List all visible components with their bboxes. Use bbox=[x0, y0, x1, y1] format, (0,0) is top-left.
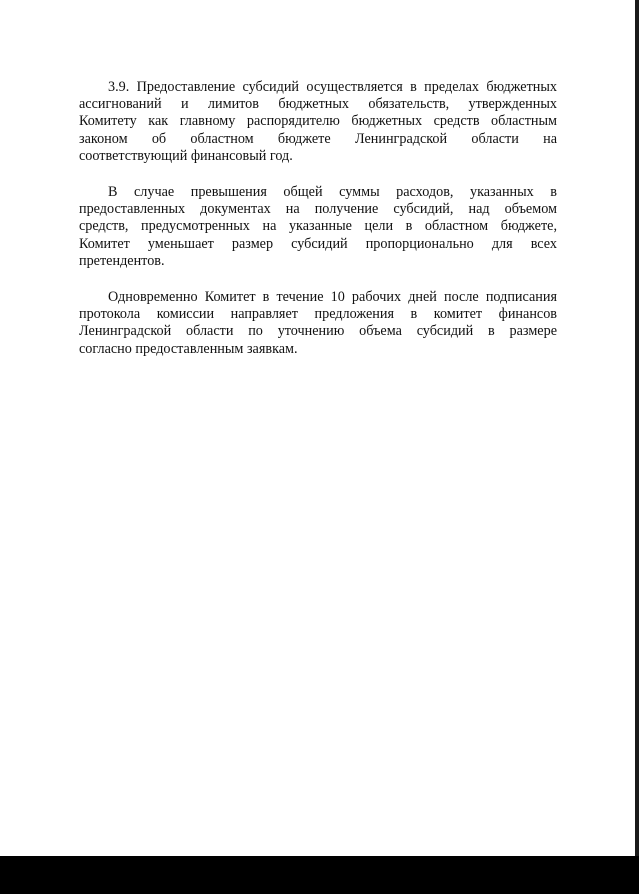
paragraph-line: законом об областном бюджете Ленинградской области на bbox=[79, 130, 557, 147]
paragraph-line: ассигнований и лимитов бюджетных обязательств, утвержденных bbox=[79, 96, 557, 113]
paragraph-line: Комитету как главному распорядителю бюджетных средств областным bbox=[79, 113, 557, 130]
scan-bottom-border bbox=[0, 856, 639, 894]
scan-right-edge bbox=[635, 0, 639, 894]
paragraph-line: Одновременно Комитет в течение 10 рабочих дней после подписания bbox=[108, 289, 557, 306]
paragraph-line: 3.9. Предоставление субсидий осуществляется в пределах бюджетных bbox=[108, 79, 557, 95]
paragraph-line: протокола комиссии направляет предложения в комитет финансов bbox=[79, 306, 557, 323]
paragraph-line: согласно предоставленным заявкам. bbox=[79, 340, 298, 357]
document-body bbox=[79, 79, 557, 377]
paragraph-line: соответствующий финансовый год. bbox=[79, 147, 293, 164]
paragraph-line: Ленинградской области по уточнению объема субсидий в размере bbox=[79, 323, 557, 340]
paragraph-line: средств, предусмотренных на указанные цели в областном бюджете, bbox=[79, 218, 557, 235]
paragraph-excess-expenses bbox=[79, 184, 557, 270]
paragraph-line: Комитет уменьшает размер субсидий пропорционально для всех bbox=[79, 235, 557, 252]
paragraph-3-9 bbox=[79, 79, 557, 165]
paragraph-line: претендентов. bbox=[79, 252, 165, 269]
paragraph-line: В случае превышения общей суммы расходов, указанных в bbox=[108, 184, 557, 201]
paragraph-line: предоставленных документах на получение субсидий, над объемом bbox=[79, 201, 557, 218]
paragraph-simultaneously bbox=[79, 289, 557, 358]
